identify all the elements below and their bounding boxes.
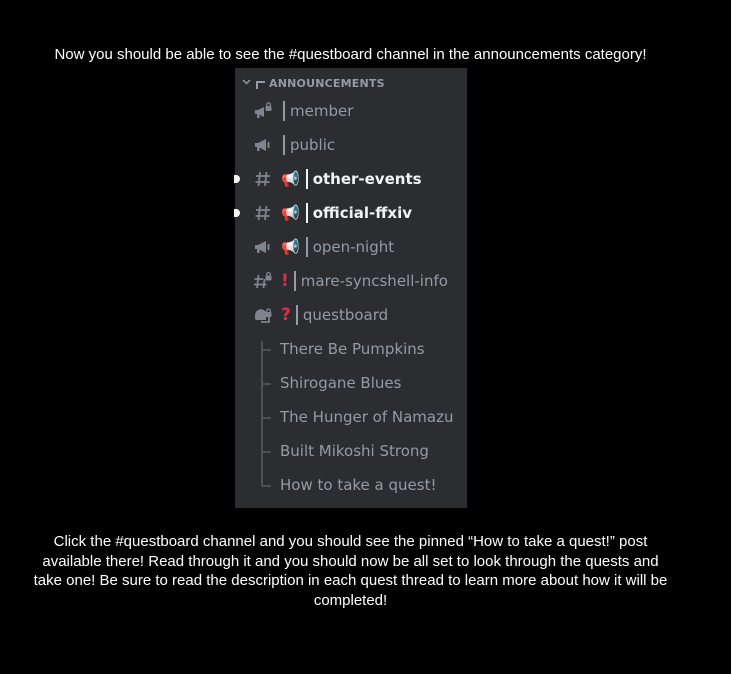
thread-branch-line [261, 451, 271, 453]
channel-separator [306, 203, 308, 223]
unread-indicator [234, 175, 240, 183]
channel-name: mare-syncshell-info [300, 272, 448, 290]
thread-name: How to take a quest! [280, 476, 437, 494]
channel-separator [283, 101, 285, 121]
thread-branch-line [261, 349, 271, 351]
chevron-down-icon [239, 78, 253, 88]
channel-name: other-events [312, 170, 422, 188]
channel-open-night[interactable] [235, 230, 467, 264]
thread-name: Shirogane Blues [280, 374, 402, 392]
question-emoji-icon: ? [281, 305, 291, 325]
loudspeaker-emoji-icon: 📢 [281, 238, 300, 256]
thread-branch-line [261, 417, 271, 419]
forum-locked-icon [252, 304, 274, 326]
hash-icon [252, 168, 274, 190]
outro-text: Click the #questboard channel and you should see the pinned “How to take a quest!” post available there! Read through it and you should now be all set to look through the quests and take one! Be sure to read the description in each quest thread to learn more about how it will be completed! [33, 533, 668, 609]
thread-branch-line [261, 383, 271, 385]
category-label: ANNOUNCEMENTS [269, 76, 385, 90]
loudspeaker-emoji-icon: 📢 [281, 170, 300, 188]
thread-branch-line [261, 485, 271, 487]
intro-text: Now you should be able to see the #questboard channel in the announcements category! [54, 46, 647, 63]
channel-separator [306, 169, 308, 189]
channel-separator [283, 135, 285, 155]
channel-separator [296, 305, 298, 325]
channel-other-events[interactable] [235, 162, 467, 196]
hash-locked-icon [252, 270, 274, 292]
channel-name: official-ffxiv [312, 204, 412, 222]
thread-name: Built Mikoshi Strong [280, 442, 429, 460]
channel-name: member [290, 102, 354, 120]
thread-the-hunger-of-namazu[interactable] [235, 400, 467, 434]
category-corner-icon [256, 81, 265, 89]
thread-name: The Hunger of Namazu [280, 408, 454, 426]
unread-indicator [234, 209, 240, 217]
announcement-icon [252, 134, 274, 156]
thread-built-mikoshi-strong[interactable] [235, 434, 467, 468]
channel-public[interactable] [235, 128, 467, 162]
thread-there-be-pumpkins[interactable] [235, 332, 467, 366]
loudspeaker-emoji-icon: 📢 [281, 204, 300, 222]
channel-questboard[interactable] [235, 298, 467, 332]
thread-shirogane-blues[interactable] [235, 366, 467, 400]
channel-separator [294, 271, 296, 291]
announcement-locked-icon [252, 100, 274, 122]
channel-name: open-night [312, 238, 395, 256]
thread-name: There Be Pumpkins [280, 340, 425, 358]
announcement-icon [252, 236, 274, 258]
channel-mare-syncshell-info[interactable] [235, 264, 467, 298]
channel-separator [306, 237, 308, 257]
hash-icon [252, 202, 274, 224]
channel-name: questboard [302, 306, 389, 324]
exclamation-emoji-icon: ! [281, 271, 289, 291]
channel-name: public [290, 136, 336, 154]
channel-official-ffxiv[interactable] [235, 196, 467, 230]
thread-how-to-take-a-quest[interactable] [235, 468, 467, 502]
channel-member[interactable] [235, 94, 467, 128]
channel-sidebar [235, 68, 467, 508]
